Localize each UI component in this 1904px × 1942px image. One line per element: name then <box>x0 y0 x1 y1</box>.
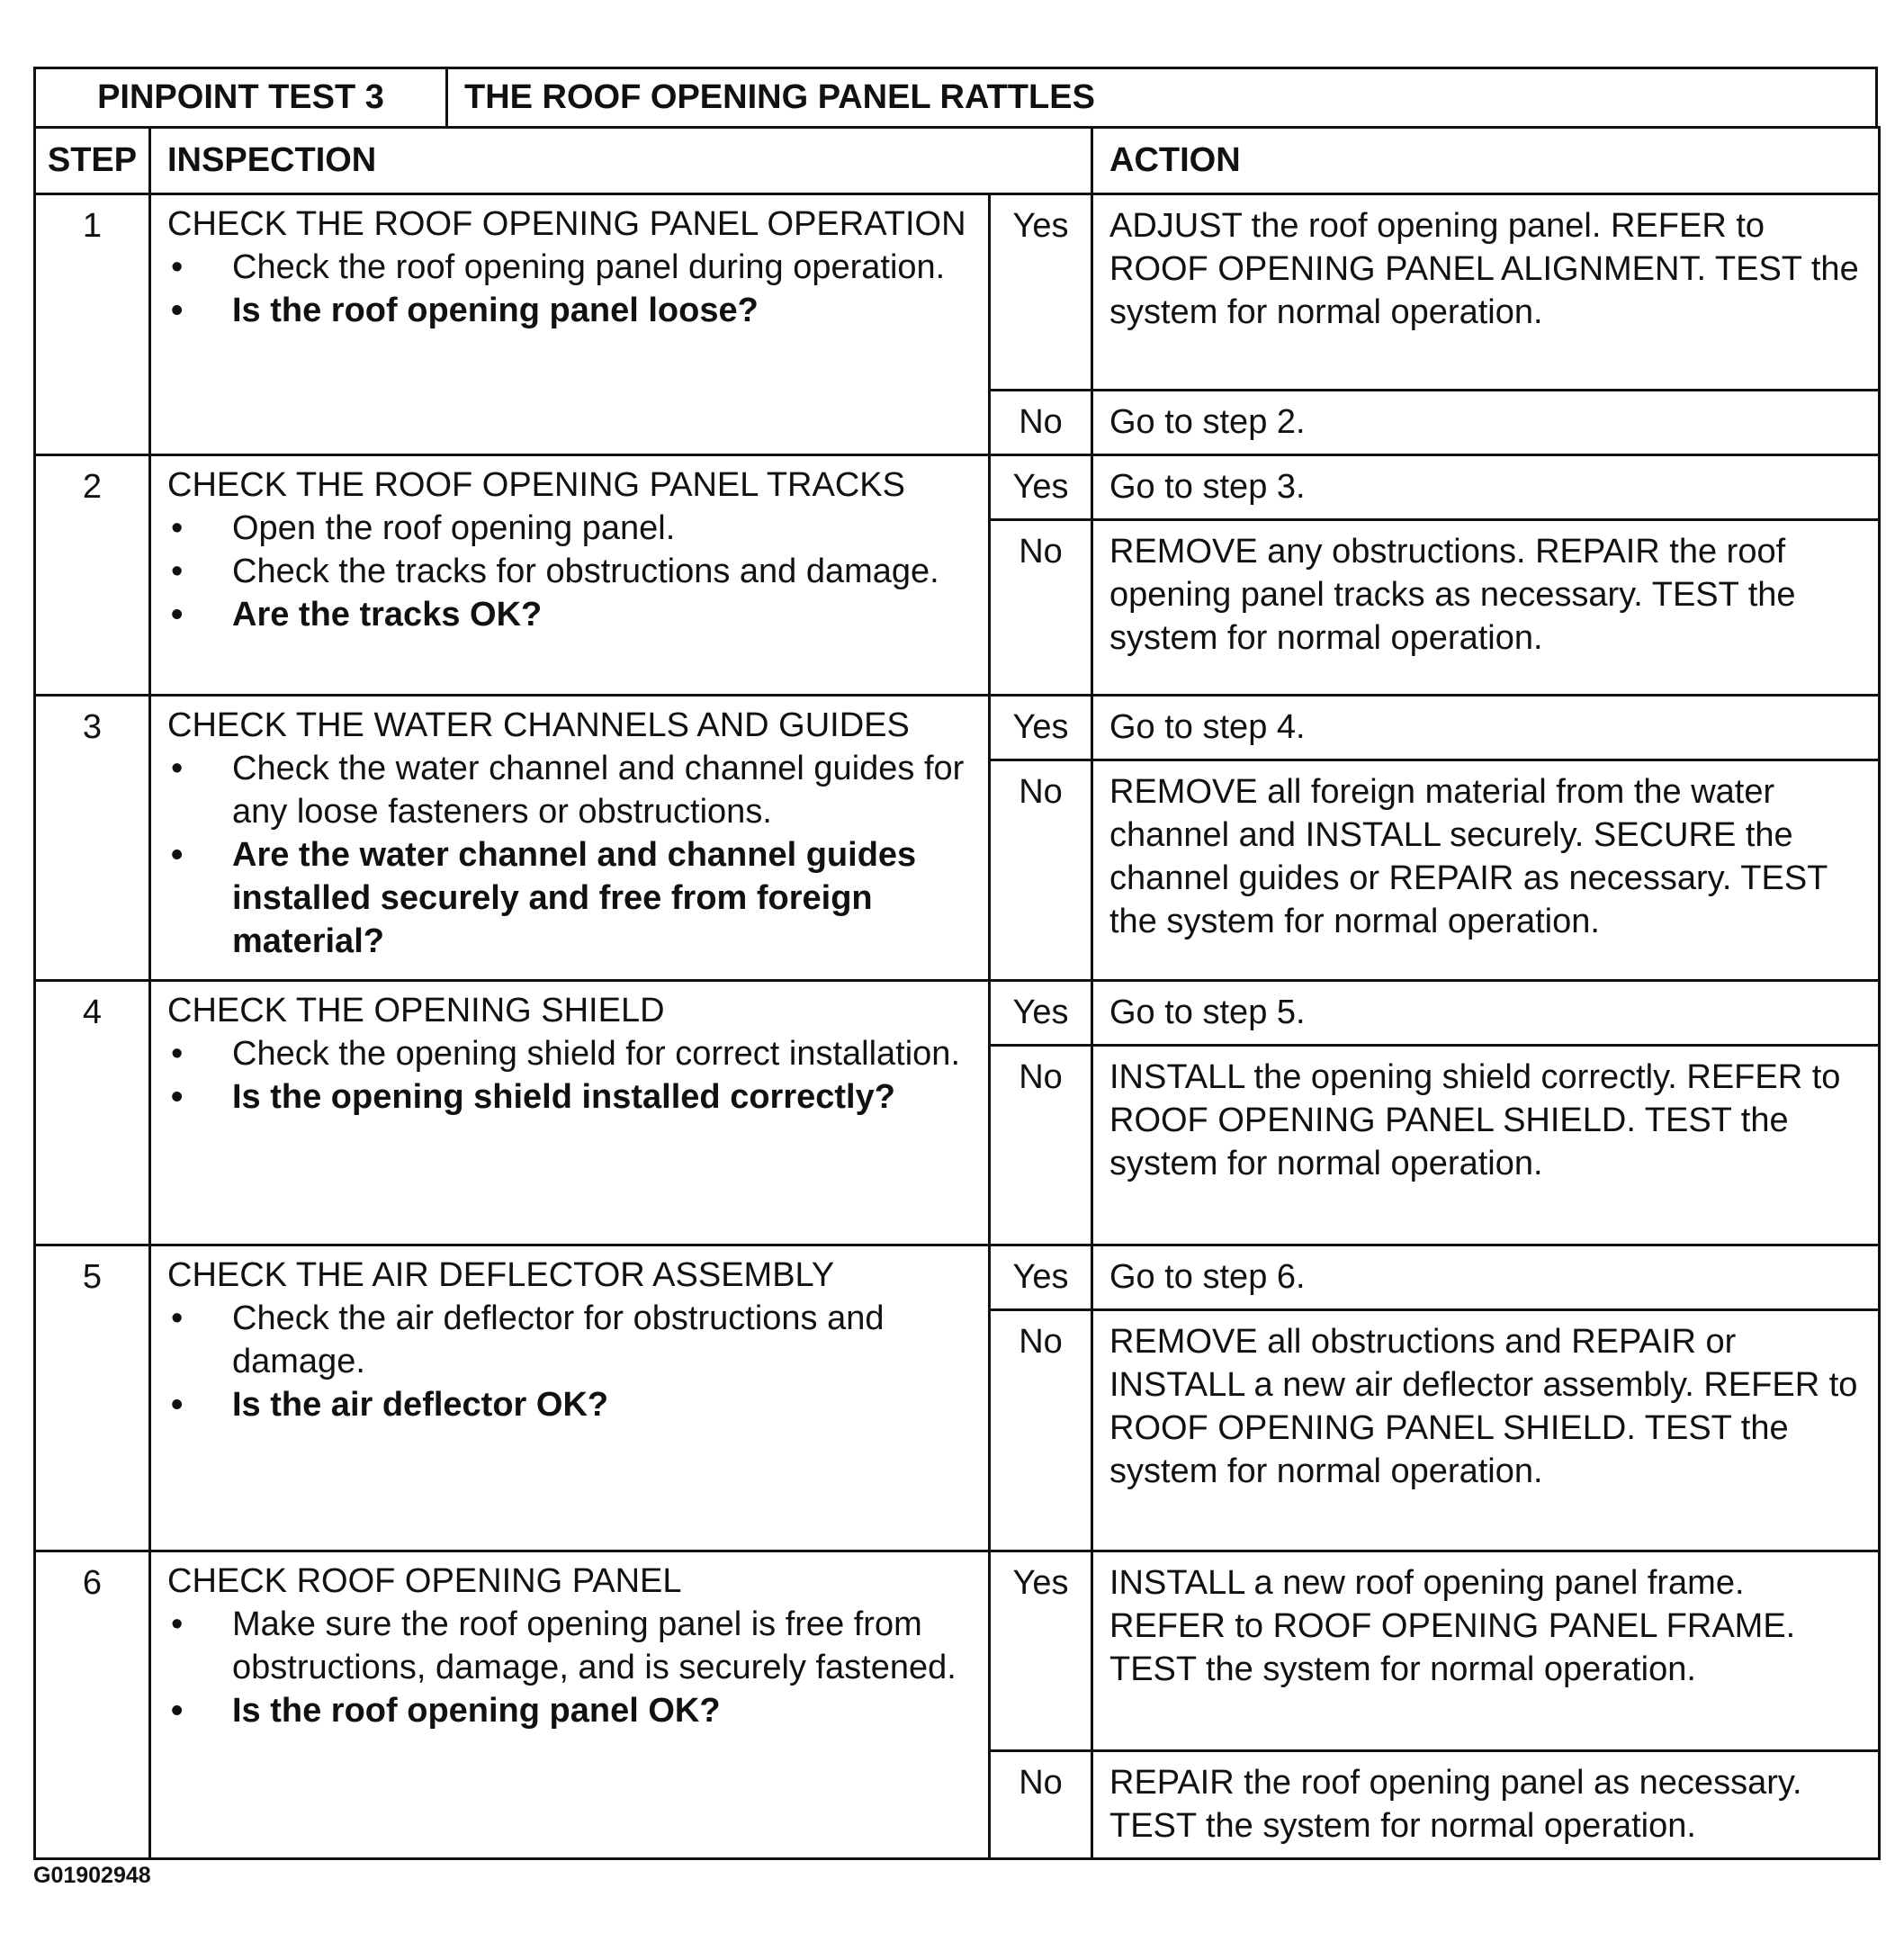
yes-label: Yes <box>990 455 1092 520</box>
step-row-3 <box>35 696 1880 760</box>
step-number: 4 <box>35 981 150 1245</box>
inspection-question: • Is the opening shield installed correctly? <box>167 1075 972 1119</box>
column-header-action: ACTION <box>1092 128 1880 194</box>
inspection-table <box>33 126 1881 1860</box>
step-number: 1 <box>35 194 150 455</box>
inspection-cell <box>150 194 990 455</box>
inspection-cell <box>150 981 990 1245</box>
inspection-bullet: • Check the roof opening panel during operation. <box>167 246 972 289</box>
inspection-cell <box>150 696 990 981</box>
test-title: THE ROOF OPENING PANEL RATTLES <box>464 78 1095 116</box>
test-label: PINPOINT TEST 3 <box>36 69 448 126</box>
inspection-bullets <box>167 747 972 963</box>
no-label: No <box>990 520 1092 696</box>
step-number: 3 <box>35 696 150 981</box>
inspection-question: • Is the roof opening panel OK? <box>167 1689 972 1732</box>
yes-action: INSTALL a new roof opening panel frame. REFER to ROOF OPENING PANEL FRAME. TEST the system for normal operation. <box>1092 1551 1880 1751</box>
yes-action: Go to step 3. <box>1092 455 1880 520</box>
no-label: No <box>990 1751 1092 1859</box>
yes-label: Yes <box>990 696 1092 760</box>
yes-label: Yes <box>990 194 1092 391</box>
inspection-bullet: • Check the air deflector for obstructions and damage. <box>167 1297 972 1383</box>
inspection-bullets <box>167 246 972 332</box>
no-label: No <box>990 1310 1092 1551</box>
inspection-question: • Are the tracks OK? <box>167 593 972 636</box>
step-row-2 <box>35 455 1880 520</box>
inspection-title: CHECK THE OPENING SHIELD <box>167 992 665 1029</box>
inspection-bullet: • Open the roof opening panel. <box>167 507 972 550</box>
inspection-title: CHECK THE WATER CHANNELS AND GUIDES <box>167 706 910 744</box>
inspection-title: CHECK ROOF OPENING PANEL <box>167 1562 682 1600</box>
yes-label: Yes <box>990 1551 1092 1751</box>
no-action: REPAIR the roof opening panel as necessary. TEST the system for normal operation. <box>1092 1751 1880 1859</box>
inspection-title: CHECK THE ROOF OPENING PANEL OPERATION <box>167 205 966 243</box>
yes-action: Go to step 6. <box>1092 1245 1880 1310</box>
step-number: 5 <box>35 1245 150 1551</box>
inspection-question: • Are the water channel and channel guides installed securely and free from foreign material? <box>167 833 972 963</box>
no-action: REMOVE all foreign material from the water channel and INSTALL securely. SECURE the channel guides or REPAIR as necessary. TEST the system for normal operation. <box>1092 760 1880 981</box>
inspection-bullet: • Check the tracks for obstructions and damage. <box>167 550 972 593</box>
yes-action: ADJUST the roof opening panel. REFER to ROOF OPENING PANEL ALIGNMENT. TEST the system for normal operation. <box>1092 194 1880 391</box>
inspection-bullets <box>167 1603 972 1732</box>
inspection-question: • Is the air deflector OK? <box>167 1383 972 1426</box>
steps-body <box>35 194 1880 1859</box>
no-label: No <box>990 1046 1092 1245</box>
test-header <box>33 67 1878 126</box>
inspection-bullets <box>167 1032 972 1119</box>
column-header-step: STEP <box>35 128 150 194</box>
inspection-cell <box>150 1551 990 1859</box>
yes-label: Yes <box>990 981 1092 1046</box>
no-action: REMOVE all obstructions and REPAIR or INSTALL a new air deflector assembly. REFER to ROOF OPENING PANEL SHIELD. TEST the system for normal operation. <box>1092 1310 1880 1551</box>
inspection-title: CHECK THE AIR DEFLECTOR ASSEMBLY <box>167 1256 835 1294</box>
pinpoint-test-document <box>33 67 1878 1860</box>
inspection-bullets <box>167 1297 972 1426</box>
inspection-bullet: • Make sure the roof opening panel is free from obstructions, damage, and is securely fastened. <box>167 1603 972 1689</box>
inspection-cell <box>150 455 990 696</box>
step-row-4 <box>35 981 1880 1046</box>
inspection-bullet: • Check the water channel and channel guides for any loose fasteners or obstructions. <box>167 747 972 833</box>
step-number: 6 <box>35 1551 150 1859</box>
no-action: INSTALL the opening shield correctly. REFER to ROOF OPENING PANEL SHIELD. TEST the system for normal operation. <box>1092 1046 1880 1245</box>
no-action: Go to step 2. <box>1092 391 1880 455</box>
yes-label: Yes <box>990 1245 1092 1310</box>
no-label: No <box>990 391 1092 455</box>
no-action: REMOVE any obstructions. REPAIR the roof opening panel tracks as necessary. TEST the system for normal operation. <box>1092 520 1880 696</box>
inspection-title: CHECK THE ROOF OPENING PANEL TRACKS <box>167 466 905 504</box>
no-label: No <box>990 760 1092 981</box>
step-number: 2 <box>35 455 150 696</box>
figure-id: G01902948 <box>33 1863 151 1888</box>
step-row-1 <box>35 194 1880 391</box>
inspection-bullet: • Check the opening shield for correct installation. <box>167 1032 972 1075</box>
step-row-5 <box>35 1245 1880 1310</box>
inspection-cell <box>150 1245 990 1551</box>
column-header-row <box>35 128 1880 194</box>
column-header-inspection: INSPECTION <box>150 128 1092 194</box>
inspection-question: • Is the roof opening panel loose? <box>167 289 972 332</box>
inspection-bullets <box>167 507 972 636</box>
step-row-6 <box>35 1551 1880 1751</box>
yes-action: Go to step 4. <box>1092 696 1880 760</box>
yes-action: Go to step 5. <box>1092 981 1880 1046</box>
